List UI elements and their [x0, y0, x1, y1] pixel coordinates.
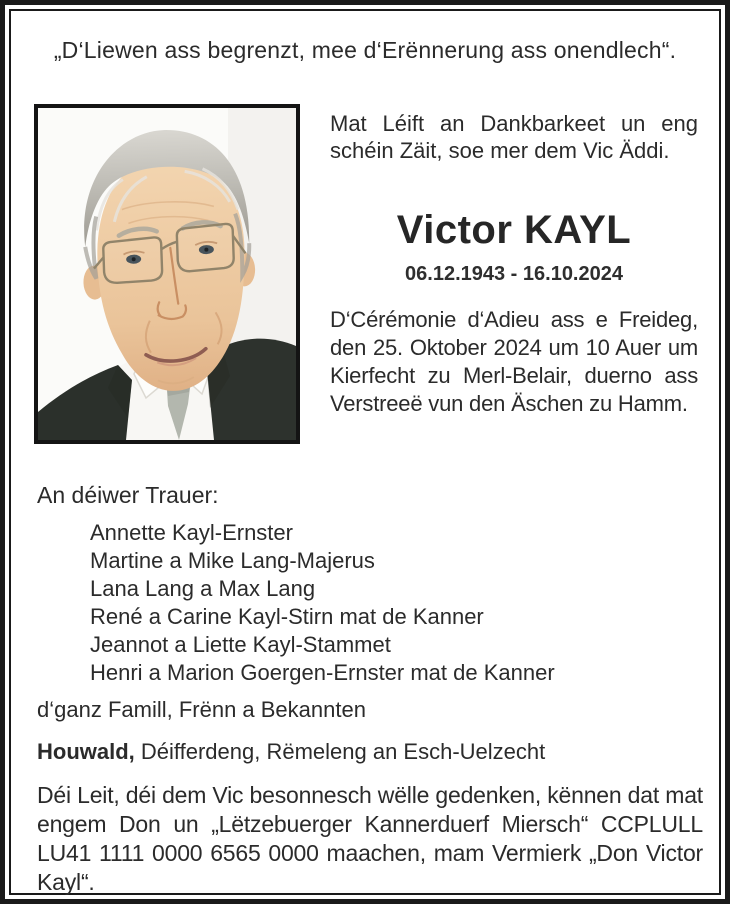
mourning-label: An déiwer Trauer: [37, 482, 219, 508]
family-extra: d‘ganz Famill, Frënn a Bekannten [37, 697, 366, 722]
places-line [37, 739, 703, 765]
donation-text: Déi Leit, déi dem Vic besonnesch wëlle gedenken, kënnen dat mat engem Don un „Lëtzebuerger Kannerduerf Miersch“ CCPLULL LU41 1111 0000 6565 0000 maachen, mam Vermierk „Don Victor Kayl“. [37, 782, 703, 895]
family-member: Jeannot a Liette Kayl-Stammet [90, 632, 391, 657]
ceremony-text: D‘Cérémonie d‘Adieu ass e Freideg, den 25. Oktober 2024 um 10 Auer um Kierfecht zu Merl-Belair, duerno ass Verstreeë vun den Äschen zu Hamm. [330, 307, 698, 416]
deceased-dates: 06.12.1943 - 16.10.2024 [405, 263, 623, 285]
family-member: Lana Lang a Max Lang [90, 576, 316, 601]
memorial-quote: „D‘Liewen ass begrenzt, mee d‘Erënnerung ass onendlech“. [53, 37, 677, 63]
family-member: Annette Kayl-Ernster [90, 520, 293, 545]
mourning-section [37, 482, 703, 897]
family-member: Henri a Marion Goergen-Ernster mat de Kanner [90, 660, 555, 685]
places-bold: Houwald, [37, 739, 135, 764]
portrait-photo [38, 108, 296, 440]
portrait-photo-frame [34, 104, 300, 444]
family-list [37, 519, 703, 687]
intro-text: Mat Léift an Dankbarkeet un eng schéin Zäit, soe mer dem Vic Äddi. [330, 111, 698, 163]
places-rest: Déifferdeng, Rëmeleng an Esch-Uelzecht [134, 739, 546, 764]
family-member: Martine a Mike Lang-Majerus [90, 548, 375, 573]
deceased-name: Victor KAYL [396, 208, 632, 252]
announcement-column [330, 104, 698, 418]
family-member: René a Carine Kayl-Stirn mat de Kanner [90, 604, 484, 629]
